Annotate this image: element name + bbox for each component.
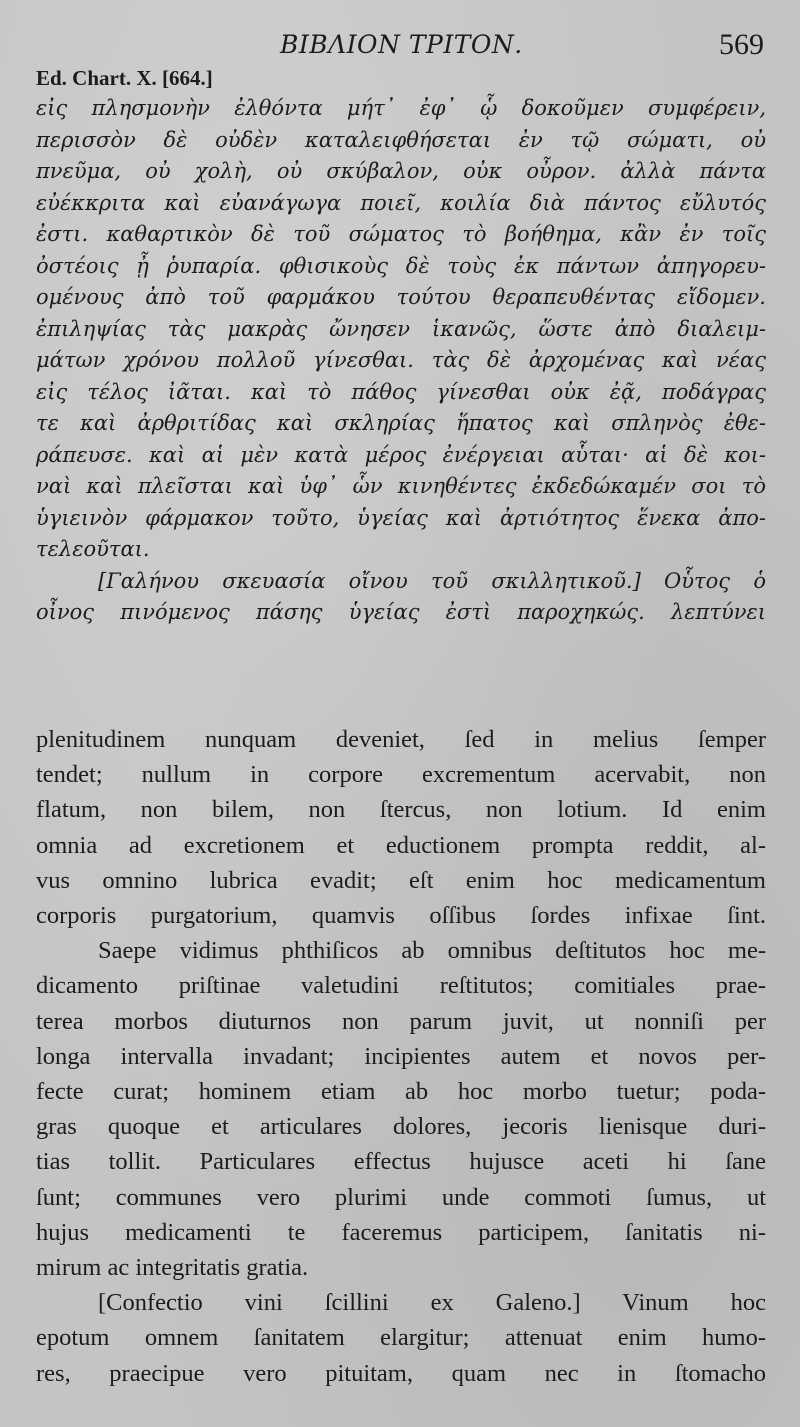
latin-line: fecte curat; hominem etiam ab hoc morbo tuetur; poda-	[36, 1078, 766, 1106]
latin-line: hujus medicamenti te faceremus participem, ſanitatis ni-	[36, 1218, 766, 1246]
latin-line: gras quoque et articulares dolores, jecoris lienisque duri-	[36, 1113, 766, 1141]
greek-line: ἐστι. καθαρτικὸν δὲ τοῦ σώματος τὸ βοήθημα, κἂν ἐν τοῖς	[36, 222, 766, 246]
edition-reference: Ed. Chart. X. [664.]	[36, 66, 213, 90]
greek-line: εἰς πλησμονὴν ἐλθόντα μήτ᾽ ἐφ᾽ ᾧ δοκοῦμεν συμφέρειν,	[36, 96, 766, 120]
latin-line: ſunt; communes vero plurimi unde commoti ſumus, ut	[36, 1183, 766, 1211]
latin-line: plenitudinem nunquam deveniet, ſed in melius ſemper	[36, 726, 766, 753]
latin-line: tendet; nullum in corpore excrementum acervabit, non	[36, 761, 766, 789]
greek-line: ναὶ καὶ πλεῖσται καὶ ὑφ᾽ ὧν κινηθέντες ἐκδεδώκαμέν σοι τὸ	[36, 474, 766, 498]
latin-line: longa intervalla invadant; incipientes autem et novos per-	[36, 1042, 766, 1070]
latin-section-heading-line: [Confectio vini ſcillini ex Galeno.] Vinum hoc	[98, 1289, 766, 1317]
greek-line: πνεῦμα, οὐ χολὴ, οὐ σκύβαλον, οὐκ οὖρον. ἀλλὰ πάντα	[36, 159, 766, 183]
greek-line: τε καὶ ἀρθριτίδας καὶ σκληρίας ἥπατος καὶ σπληνὸς ἐθε-	[36, 411, 766, 435]
page-number: 569	[719, 28, 764, 61]
latin-line: res, praecipue vero pituitam, quam nec in ſtomacho	[36, 1359, 766, 1387]
greek-line: εἰς τέλος ἰᾶται. καὶ τὸ πάθος γίνεσθαι οὐκ ἐᾷ, ποδάγρας	[36, 379, 766, 404]
greek-line: τελεοῦται.	[36, 537, 150, 561]
latin-line: Saepe vidimus phthiſicos ab omnibus deſtitutos hoc me-	[98, 937, 766, 965]
greek-line: μάτων χρόνου πολλοῦ γίνεσθαι. τὰς δὲ ἀρχομένας καὶ νέας	[36, 348, 766, 372]
greek-section-heading-line: [Γαλήνου σκευασία οἴνου τοῦ σκιλλητικοῦ.] Οὗτος ὁ	[98, 568, 766, 593]
greek-line: ὀστέοις ᾖ ῥυπαρία. φθισικοὺς δὲ τοὺς ἐκ πάντων ἀπηγορευ-	[36, 253, 766, 278]
latin-text-block	[36, 722, 766, 1391]
latin-line: dicamento priſtinae valetudini reſtitutos; comitiales prae-	[36, 972, 766, 1000]
latin-line: omnia ad excretionem et eductionem prompta reddit, al-	[36, 831, 766, 859]
greek-line: εὐέκκριτα καὶ εὐανάγωγα ποιεῖ, κοιλία διὰ πάντος εὔλυτός	[36, 190, 766, 215]
greek-line: ράπευσε. καὶ αἱ μὲν κατὰ μέρος ἐνέργειαι αὗται· αἱ δὲ κοι-	[36, 442, 766, 467]
latin-line: corporis purgatorium, quamvis oſſibus ſordes infixae ſint.	[36, 902, 766, 930]
latin-line: vus omnino lubrica evadit; eſt enim hoc medicamentum	[36, 866, 766, 894]
greek-line: οἶνος πινόμενος πάσης ὑγείας ἐστὶ παροχηκώς. λεπτύνει	[36, 600, 766, 624]
latin-line: tias tollit. Particulares effectus hujusce aceti hi ſane	[36, 1148, 766, 1176]
greek-line: ὑγιεινὸν φάρμακον τοῦτο, ὑγείας καὶ ἀρτιότητος ἕνεκα ἀπο-	[36, 505, 766, 530]
greek-text-block	[36, 93, 766, 629]
greek-line: ἐπιληψίας τὰς μακρὰς ὤνησεν ἱκανῶς, ὥστε ἀπὸ διαλειμ-	[36, 316, 766, 341]
latin-line: epotum omnem ſanitatem elargitur; attenuat enim humo-	[36, 1324, 766, 1352]
latin-line: terea morbos diuturnos non parum juvit, ut nonniſi per	[36, 1007, 766, 1035]
greek-line: περισσὸν δὲ οὐδὲν καταλειφθήσεται ἐν τῷ σώματι, οὐ	[36, 127, 766, 152]
greek-line: ομένους ἀπὸ τοῦ φαρμάκου τούτου θεραπευθέντας εἴδομεν.	[36, 285, 766, 309]
latin-line: mirum ac integritatis gratia.	[36, 1254, 309, 1282]
running-title: ΒΙΒΛΙΟΝ ΤΡΙΤΟΝ.	[280, 30, 523, 59]
latin-line: flatum, non bilem, non ſtercus, non lotium. Id enim	[36, 796, 766, 824]
